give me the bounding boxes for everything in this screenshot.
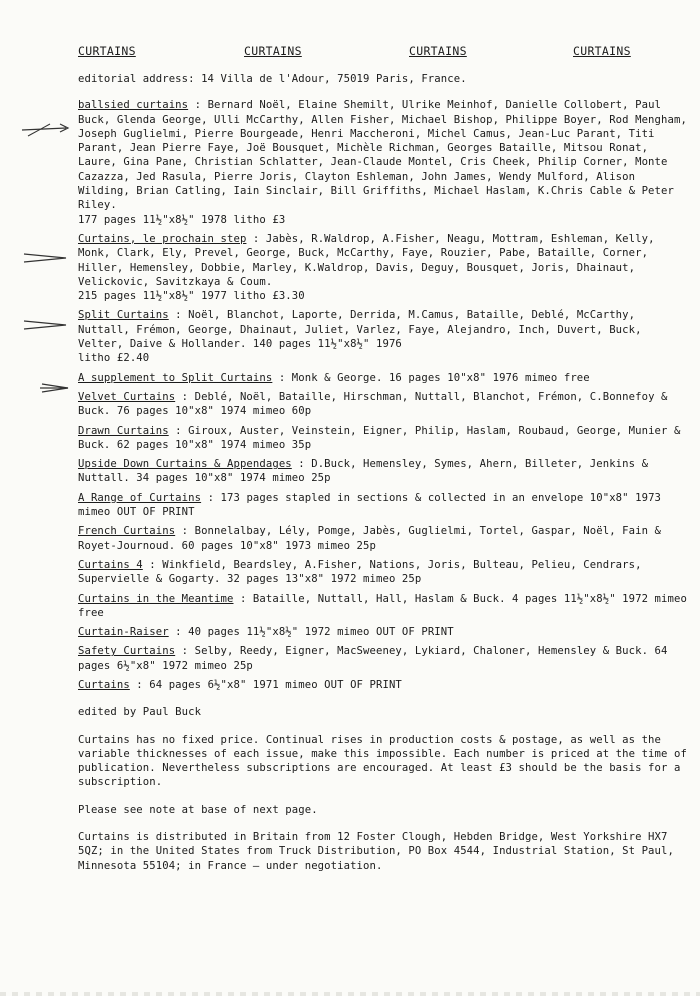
- issue-entry: [78, 424, 690, 453]
- issue-contents: : Giroux, Auster, Veinstein, Eigner, Philip, Haslam, Roubaud, George, Munier & Buck. 62 pages 10"x8" 1974 mimeo 35p: [78, 424, 681, 451]
- issue-contents: : Noël, Blanchot, Laporte, Derrida, M.Camus, Bataille, Deblé, McCarthy, Nuttall, Frémon, George, Dhainaut, Juliet, Varlez, Faye, Alejandro, Inch, Duvert, Buck, Velter, Daive & Hollander. 140 pages 11½"x8½" 1976: [78, 309, 642, 351]
- page-header: [78, 44, 690, 62]
- issue-entry: [78, 232, 690, 303]
- issue-entry: [78, 308, 690, 365]
- issue-title: Split Curtains: [78, 309, 169, 322]
- price-note: Curtains has no fixed price. Continual rises in production costs & postage, as well as the variable thicknesses of each issue, make this impossible. Each number is priced at the time of publication. Nevertheless subscriptions are encouraged. At least £3 should be the basis for a subscription.: [78, 733, 687, 789]
- issue-contents: : 64 pages 6½"x8" 1971 mimeo OUT OF PRINT: [129, 678, 402, 691]
- issue-contents: : Bonnelalbay, Lély, Pomge, Jabès, Guglielmi, Tortel, Gaspar, Noël, Fain & Royet-Journoud. 60 pages 10"x8" 1973 mimeo 25p: [78, 525, 662, 552]
- issue-entry: [78, 558, 690, 587]
- issue-title: Upside Down Curtains & Appendages: [78, 458, 292, 471]
- issue-contents: : Jabès, R.Waldrop, A.Fisher, Neagu, Mottram, Eshleman, Kelly, Monk, Clark, Ely, Prevel, George, Buck, McCarthy, Faye, Rouzier, Pabe, Bataille, Corner, Hiller, Hemensley, Dobbie, Marley, K.Waldrop, Davis, Deguy, Bousquet, Joris, Dhainaut, Velickovic, Savitzkaya & Coum.: [78, 232, 655, 288]
- header-word-2: CURTAINS: [244, 44, 302, 58]
- issue-title: A supplement to Split Curtains: [78, 371, 273, 384]
- issue-entry: [78, 592, 690, 621]
- issue-details: 215 pages 11½"x8½" 1977 litho £3.30: [78, 290, 305, 303]
- issue-title: Curtains in the Meantime: [78, 592, 234, 605]
- issue-title: Curtain-Raiser: [78, 626, 169, 639]
- issue-title: Drawn Curtains: [78, 424, 169, 437]
- margin-arrow-icon: [20, 315, 72, 333]
- header-word-3: CURTAINS: [409, 44, 467, 58]
- issue-entry: [78, 644, 690, 673]
- issue-entry: [78, 491, 690, 520]
- margin-arrow-icon: [20, 378, 72, 396]
- issue-title: Curtains 4: [78, 558, 143, 571]
- issue-entry: [78, 390, 690, 419]
- issue-contents: : Deblé, Noël, Bataille, Hirschman, Nuttall, Blanchot, Frémon, C.Bonnefoy & Buck. 76 pages 10"x8" 1974 mimeo 60p: [78, 390, 668, 418]
- issue-contents: : D.Buck, Hemensley, Symes, Ahern, Billeter, Jenkins & Nuttall. 34 pages 10"x8" 1974 mimeo 25p: [78, 458, 649, 485]
- scan-edge: [0, 992, 700, 996]
- issue-entry: [78, 371, 690, 385]
- issue-title: A Range of Curtains: [78, 491, 202, 504]
- issue-contents: : Bernard Noël, Elaine Shemilt, Ulrike Meinhof, Danielle Collobert, Paul Buck, Glenda George, Ulli McCarthy, Allen Fisher, Michael Bishop, Philippe Boyer, Rod Mengham, Joseph Guglielmi, Pierre Bourgeade, Henri Maccheroni, Michel Camus, Jean-Luc Parant, Titi Parant, Jean Pierre Faye, Joë Bousquet, Michèle Richman, Georges Bataille, Mitsou Ronat, Laure, Gina Pane, Christian Schlatter, Jean-Claude Montel, Cris Cheek, Philip Corner, Monte Cazazza, Jed Rasula, Pierre Joris, Clayton Eshleman, John James, Wendy Mulford, Alison Wilding, Brian Catling, Iain Sinclair, Bill Griffiths, Michael Haslam, K.Chris Cable & Peter Riley.: [78, 99, 687, 212]
- editor-credit: edited by Paul Buck: [78, 706, 202, 719]
- issue-entry: [78, 457, 690, 486]
- issue-entry: [78, 625, 690, 639]
- issue-entry: [78, 524, 690, 553]
- issue-entry: [78, 678, 690, 692]
- issue-contents: : Monk & George. 16 pages 10"x8" 1976 mimeo free: [272, 371, 590, 384]
- header-word-4: CURTAINS: [573, 44, 631, 58]
- issue-title: Velvet Curtains: [78, 390, 176, 403]
- issue-entry: [78, 98, 690, 227]
- issue-title: French Curtains: [78, 525, 176, 538]
- issue-contents: : Bataille, Nuttall, Hall, Haslam & Buck. 4 pages 11½"x8½" 1972 mimeo free: [78, 592, 687, 619]
- issue-details: litho £2.40: [78, 352, 150, 365]
- page-body: [78, 72, 690, 873]
- issue-details: 177 pages 11½"x8½" 1978 litho £3: [78, 213, 286, 226]
- margin-arrow-icon: [20, 116, 72, 134]
- header-word-1: CURTAINS: [78, 44, 136, 58]
- issue-title: Safety Curtains: [78, 645, 176, 658]
- editorial-address: editorial address: 14 Villa de l'Adour, 75019 Paris, France.: [78, 73, 467, 85]
- issue-contents: : Selby, Reedy, Eigner, MacSweeney, Lykiard, Chaloner, Hemensley & Buck. 64 pages 6½"x8" 1972 mimeo 25p: [78, 645, 668, 672]
- issue-title: Curtains: [78, 678, 130, 691]
- issue-contents: : 173 pages stapled in sections & collected in an envelope 10"x8" 1973 mimeo OUT OF PRINT: [78, 491, 662, 519]
- distribution-note: Curtains is distributed in Britain from 12 Foster Clough, Hebden Bridge, West Yorkshire HX7 5QZ; in the United States from Truck Distribution, PO Box 4544, Industrial Station, St Paul, Minnesota 55104; in France — under negotiation.: [78, 831, 674, 872]
- see-note: Please see note at base of next page.: [78, 803, 318, 816]
- issue-title: Curtains, le prochain step: [78, 232, 247, 245]
- issue-contents: : Winkfield, Beardsley, A.Fisher, Nations, Joris, Bulteau, Pelieu, Cendrars, Supervielle & Gogarty. 32 pages 13"x8" 1972 mimeo 25p: [78, 558, 642, 586]
- issue-title: ballsied curtains: [78, 99, 189, 112]
- issue-contents: : 40 pages 11½"x8½" 1972 mimeo OUT OF PRINT: [168, 626, 454, 639]
- margin-arrow-icon: [20, 248, 72, 266]
